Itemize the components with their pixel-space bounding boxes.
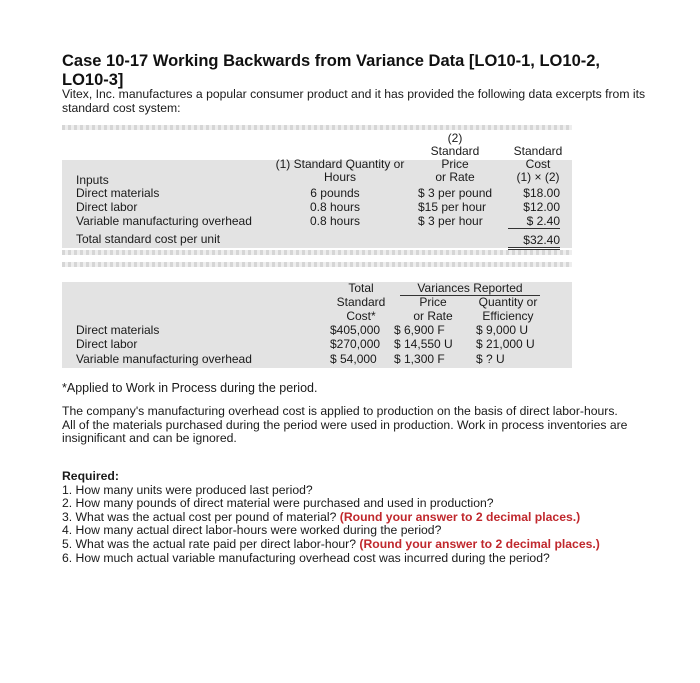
t2-variances-header: Variances Reported xyxy=(400,282,540,296)
case-paragraph: The company's manufacturing overhead cost is applied to production on the basis of direct labor-hours. All of the materials purchased during the period were used in production. Work in process inventories are insignificant and can be ignored. xyxy=(62,404,628,445)
required-item-4 xyxy=(62,524,662,538)
required-item-1-text: 1. How many units were produced last period? xyxy=(62,482,313,497)
t1-row-dm-qty: 6 pounds xyxy=(310,186,360,200)
t1-col1-header-1: (1) Standard Quantity or xyxy=(275,157,405,171)
required-item-5 xyxy=(62,538,662,552)
t1-col3-header-3: (1) × (2) xyxy=(516,170,560,184)
required-item-3-note: (Round your answer to 2 decimal places.) xyxy=(339,509,581,524)
t1-col2-header-4: or Rate xyxy=(435,170,475,184)
t1-row-dl-label: Direct labor xyxy=(76,200,138,214)
table1-top-rule xyxy=(62,125,572,130)
required-item-6 xyxy=(62,552,662,566)
t1-row-dl-cost: $12.00 xyxy=(523,200,560,214)
required-item-3 xyxy=(62,511,662,525)
t1-row-vmo-label: Variable manufacturing overhead xyxy=(76,214,252,228)
required-heading: Required: xyxy=(62,469,119,483)
required-item-1 xyxy=(62,484,662,498)
t1-row-dm-label: Direct materials xyxy=(76,186,160,200)
t1-row-dl-rate: $15 per hour xyxy=(418,200,487,214)
t1-row-vmo-qty: 0.8 hours xyxy=(309,214,361,228)
required-item-4-text: 4. How many actual direct labor-hours were worked during the period? xyxy=(62,523,442,538)
required-item-3-text: 3. What was the actual cost per pound of material? xyxy=(62,509,340,524)
t1-col1-header-2: Hours xyxy=(323,170,356,184)
required-item-2-text: 2. How many pounds of direct material were purchased and used in production? xyxy=(62,496,494,511)
t2-row-dl-label: Direct labor xyxy=(76,337,138,351)
table1-bottom-rule xyxy=(62,250,572,255)
required-item-2 xyxy=(62,497,662,511)
t2-row-vmo-price: $ 1,300 F xyxy=(394,352,445,366)
table2-top-rule xyxy=(62,262,572,267)
case-title: Case 10-17 Working Backwards from Variance Data [LO10-1, LO10-2, LO10-3] xyxy=(62,52,600,89)
t2-total-header-1: Total xyxy=(348,281,374,295)
t2-row-vmo-total: $ 54,000 xyxy=(330,352,377,366)
t1-col2-header-1: (2) xyxy=(447,131,463,145)
t2-qty-header-1: Quantity or xyxy=(478,295,538,309)
t1-row-dm-rate: $ 3 per pound xyxy=(418,186,493,200)
t1-row-dl-qty: 0.8 hours xyxy=(309,200,361,214)
t1-col3-header-2: Cost xyxy=(525,157,551,171)
t1-col2-header-2: Standard xyxy=(430,144,480,158)
case-intro: Vitex, Inc. manufactures a popular consumer product and it has provided the following data excerpts from its standard cost system: xyxy=(62,87,646,115)
t2-price-header-2: or Rate xyxy=(413,309,453,323)
t2-row-dm-qty: $ 9,000 U xyxy=(476,323,529,337)
t1-row-dm-cost: $18.00 xyxy=(523,186,560,200)
t2-row-dm-label: Direct materials xyxy=(76,323,160,337)
t2-row-dl-total: $270,000 xyxy=(330,337,381,351)
t1-col2-header-3: Price xyxy=(441,157,469,171)
t2-row-vmo-label: Variable manufacturing overhead xyxy=(76,352,252,366)
footnote: *Applied to Work in Process during the period. xyxy=(62,381,318,395)
required-item-5-note: (Round your answer to 2 decimal places.) xyxy=(359,536,600,551)
t2-total-header-2: Standard xyxy=(336,295,386,309)
required-section xyxy=(62,470,662,565)
t2-row-vmo-qty: $ ? U xyxy=(476,352,505,366)
t2-qty-header-2: Efficiency xyxy=(482,309,534,323)
t1-row-vmo-rate: $ 3 per hour xyxy=(418,214,483,228)
t2-row-dm-price: $ 6,900 F xyxy=(394,323,445,337)
t1-total-label: Total standard cost per unit xyxy=(76,232,221,246)
t2-price-header-1: Price xyxy=(419,295,447,309)
t1-row-vmo-cost: $ 2.40 xyxy=(508,215,560,229)
t2-row-dl-price: $ 14,550 U xyxy=(394,337,453,351)
t1-total-value: $32.40 xyxy=(508,234,560,250)
t1-col3-header-1: Standard xyxy=(513,144,563,158)
t2-row-dl-qty: $ 21,000 U xyxy=(476,337,535,351)
t2-row-dm-total: $405,000 xyxy=(330,323,381,337)
required-item-6-text: 6. How much actual variable manufacturing overhead cost was incurred during the period? xyxy=(62,550,550,565)
t2-total-header-3: Cost* xyxy=(346,309,376,323)
t1-inputs-header: Inputs xyxy=(76,173,109,187)
required-item-5-text: 5. What was the actual rate paid per direct labor-hour? xyxy=(62,536,360,551)
